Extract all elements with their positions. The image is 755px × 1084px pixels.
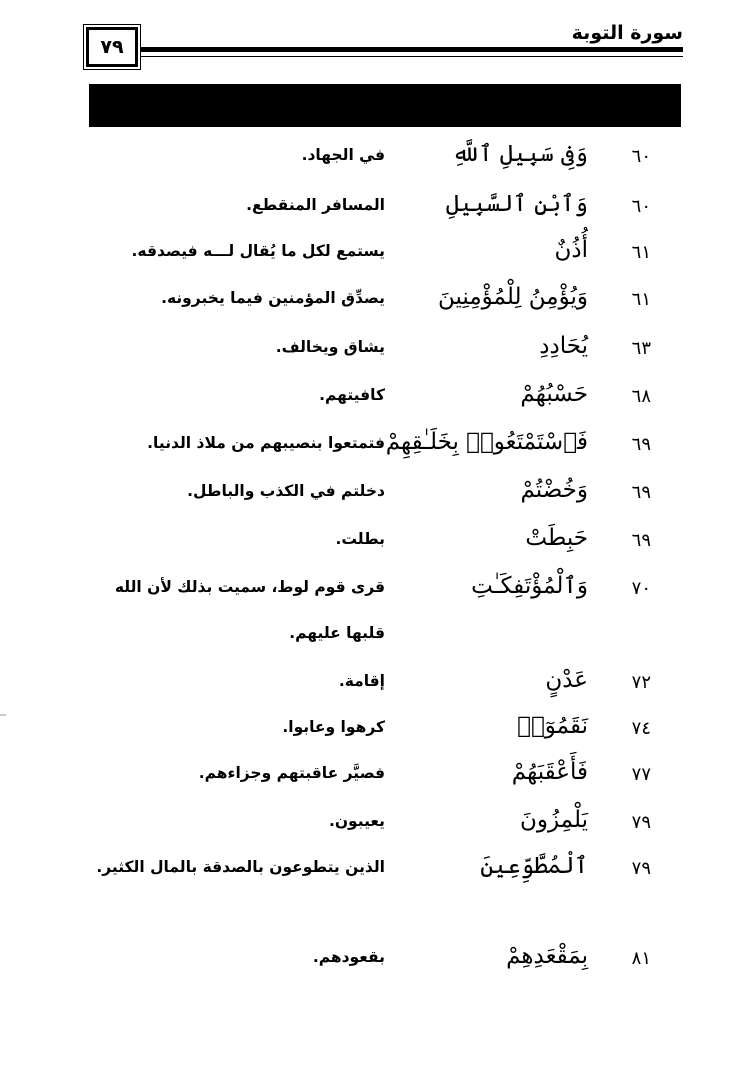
scan-mark	[0, 714, 6, 716]
word-meaning: بقعودهم.	[312, 948, 385, 966]
verse-number: ٦١	[631, 289, 651, 310]
quran-word: وَٱلْمُؤْتَفِكَـٰتِ	[471, 573, 588, 599]
glossary-entry	[0, 328, 755, 368]
word-meaning: يعيبون.	[328, 812, 385, 830]
quran-word: وَيُؤْمِنُ لِلْمُؤْمِنِينَ	[437, 284, 588, 310]
verse-number: ٧٩	[631, 812, 651, 833]
verse-number: ٦٩	[631, 530, 651, 551]
word-meaning: فتمتعوا بنصيبهم من ملاذ الدنيا.	[147, 434, 385, 452]
quran-word: بِمَقْعَدِهِمْ	[506, 943, 588, 969]
header-rule-thick	[141, 47, 683, 52]
glossary-entry	[0, 279, 755, 319]
glossary-entry	[0, 802, 755, 842]
quran-word: يُحَادِدِ	[539, 333, 588, 359]
verse-number: ٨١	[631, 948, 651, 969]
quran-word: حَبِطَتْ	[525, 525, 588, 551]
verse-number: ٧٠	[631, 578, 651, 599]
verse-number: ٧٧	[631, 764, 651, 785]
word-meaning: بطلت.	[335, 530, 385, 548]
word-meaning: في الجهاد.	[301, 146, 385, 164]
glossary-entry	[0, 136, 755, 176]
quran-word: نَقَمُوٓا۟	[517, 713, 588, 739]
glossary-entry	[0, 848, 755, 888]
glossary-entry	[0, 662, 755, 702]
glossary-entry	[0, 472, 755, 512]
verse-number: ٦٨	[631, 386, 651, 407]
page-number: ٧٩	[100, 36, 124, 58]
word-meaning: يستمع لكل ما يُقال لـــه فيصدقه.	[131, 242, 385, 260]
verse-number: ٦٩	[631, 434, 651, 455]
glossary-entry	[0, 520, 755, 560]
word-meaning: الذين يتطوعون بالصدقة بالمال الكثير.	[96, 858, 385, 876]
verse-number: ٦٠	[631, 146, 651, 167]
quran-word: يَلْمِزُونَ	[519, 807, 588, 833]
quran-word: فَأَعْقَبَهُمْ	[511, 759, 588, 785]
word-meaning: كرهوا وعابوا.	[282, 718, 385, 736]
quran-word: وَخُضْتُمْ	[520, 477, 588, 503]
word-meaning: يصدِّق المؤمنين فيما يخبرونه.	[161, 289, 385, 307]
word-meaning: فصيَّر عاقبتهم وجزاءهم.	[198, 764, 385, 782]
quran-word: حَسْبُهُمْ	[520, 381, 588, 407]
verse-number: ٦٠	[631, 196, 651, 217]
glossary-entry	[0, 186, 755, 226]
verse-number: ٧٢	[631, 672, 651, 693]
glossary-entry	[0, 424, 755, 464]
verse-number: ٦٩	[631, 482, 651, 503]
verse-number: ٧٤	[631, 718, 651, 739]
page-header	[0, 0, 755, 80]
glossary-entry	[0, 708, 755, 748]
glossary-entry	[0, 232, 755, 272]
word-meaning: يشاق ويخالف.	[275, 338, 385, 356]
word-meaning: كافيتهم.	[319, 386, 385, 404]
verse-number: ٦١	[631, 242, 651, 263]
quran-word: وَفِى سَبِيلِ ٱللَّهِ	[452, 141, 588, 167]
word-meaning: قرى قوم لوط، سميت بذلك لأن الله قلبها عليهم.	[114, 578, 385, 642]
quran-word: ٱلْمُطَّوِّعِينَ	[480, 853, 588, 879]
quran-word: وَٱبْنِ ٱلسَّبِيلِ	[445, 191, 588, 217]
header-rule-thin	[141, 56, 683, 57]
word-meaning: المسافر المنقطع.	[246, 196, 385, 214]
glossary-entry	[0, 938, 755, 978]
quran-word: أُذُنٌ	[554, 237, 588, 263]
glossary-entry	[0, 376, 755, 416]
surah-title: سورة التوبة	[571, 22, 683, 44]
glossary-entry	[0, 568, 755, 642]
word-meaning: إقامة.	[338, 672, 385, 690]
page-number-box	[86, 27, 138, 67]
verse-number: ٦٣	[631, 338, 651, 359]
word-meaning: دخلتم في الكذب والباطل.	[187, 482, 385, 500]
quran-word: فَٱسْتَمْتَعُوا۟ بِخَلَـٰقِهِمْ	[385, 429, 588, 455]
glossary-entry	[0, 754, 755, 794]
verse-number: ٧٩	[631, 858, 651, 879]
header-black-bar	[89, 84, 681, 127]
quran-word: عَدْنٍ	[545, 667, 588, 693]
